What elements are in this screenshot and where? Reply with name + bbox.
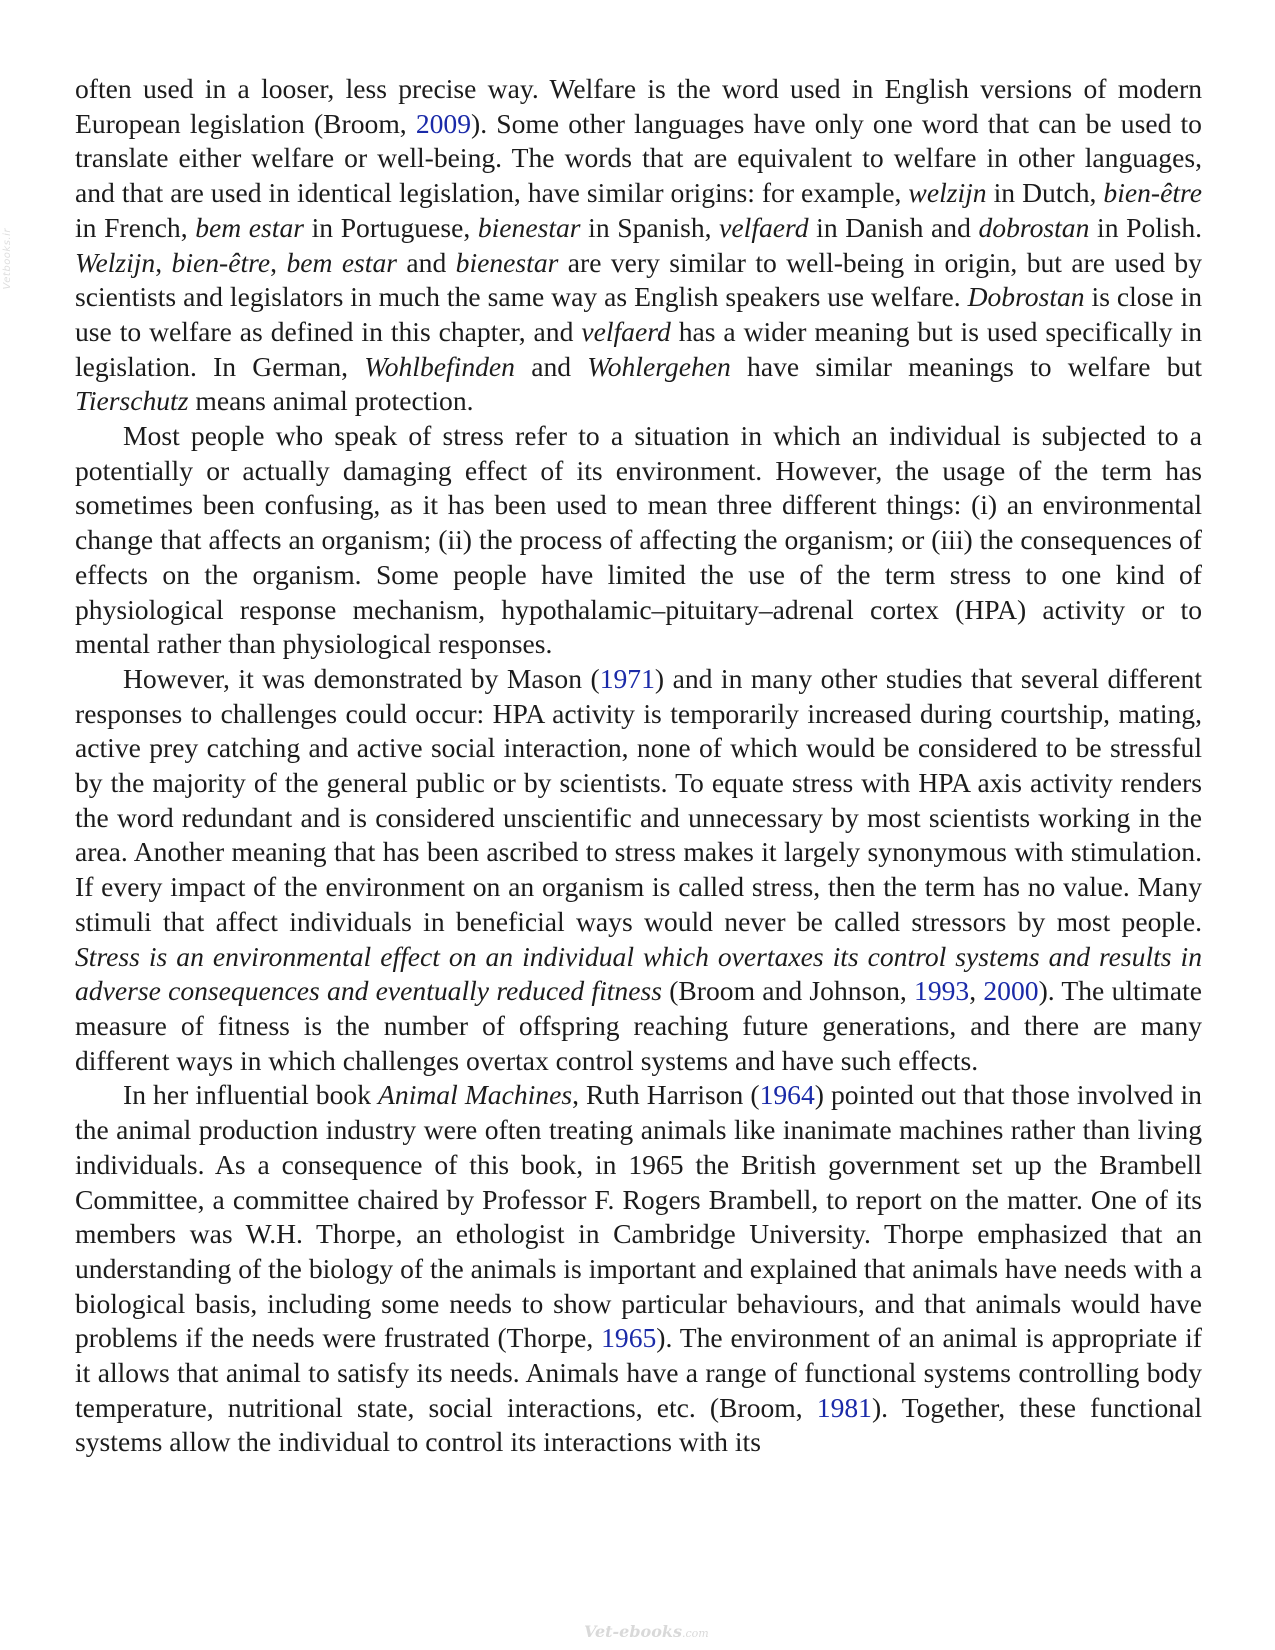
italic-term: bienestar xyxy=(455,246,559,278)
italic-term: bem estar xyxy=(286,246,398,278)
text-run: ) and in many other studies that several different responses to challenges could occur: HPA activity is temporarily increased during courtship, mating, active prey catching and active social interaction, none of which would be considered to be stressful by the majority of the general public or by scientists. To equate stress with HPA axis activity renders the word redundant and is considered unscientific and unnecessary by most scientists working in the area. Another meaning that has been ascribed to stress makes it largely synonymous with stimulation. If every impact of the environment on an organism is called stress, then the term has no value. Many stimuli that affect individuals in beneficial ways would never be called stressors by most people. xyxy=(75,662,1202,937)
text-run: , xyxy=(969,975,984,1007)
italic-term: Wohlbefinden xyxy=(364,350,515,382)
citation-link[interactable]: 1981 xyxy=(816,1391,872,1423)
text-run: are very similar to well-being in origin, but are used by scientists and legislators in much the same way as English speakers use welfare. xyxy=(75,246,1203,313)
footer-logo-domain: .com xyxy=(681,1627,709,1640)
italic-term: dobrostan xyxy=(978,211,1090,243)
text-run: in Portuguese, xyxy=(304,211,478,243)
citation-link[interactable]: 1971 xyxy=(599,662,655,694)
text-run: ). The environment of an animal is appropriate if it allows that animal to satisfy its needs. Animals have a range of functional systems controlling body temperature, nutritional state, social interactions, etc. (Broom, xyxy=(75,1322,1202,1423)
paragraph xyxy=(75,662,1202,1078)
citation-link[interactable]: 1964 xyxy=(759,1079,815,1111)
italic-term: Wohlergehen xyxy=(587,350,731,382)
text-run: in Dutch, xyxy=(986,177,1104,209)
text-run: ). Together, these functional systems allow the individual to control its interactions with its xyxy=(75,1391,1202,1458)
text-run: (Broom and Johnson, xyxy=(661,975,915,1007)
side-watermark: Vetbooks.ir xyxy=(2,228,13,290)
text-run: ) pointed out that those involved in the animal production industry were often treating animals like inanimate machines rather than living individuals. As a consequence of this book, in 1965 the British government set up the Brambell Committee, a committee chaired by Professor F. Rogers Brambell, to report on the matter. One of its members was W.H. Thorpe, an ethologist in Cambridge University. Thorpe emphasized that an understanding of the biology of the animals is important and explained that animals have needs with a biological basis, including some needs to show particular behaviours, and that animals would have problems if the needs were frustrated (Thorpe, xyxy=(75,1079,1202,1354)
text-run: , xyxy=(270,246,287,278)
paragraph xyxy=(75,72,1202,419)
italic-term: Dobrostan xyxy=(967,281,1085,313)
citation-link[interactable]: 1993 xyxy=(914,975,970,1007)
citation-link[interactable]: 1965 xyxy=(601,1322,657,1354)
italic-term: bien-être xyxy=(1103,177,1202,209)
text-run: However, it was demonstrated by Mason ( xyxy=(123,662,600,694)
italic-term: Stress is an environmental effect on an individual which overtaxes its control systems and results in adverse consequences and eventually reduced fitness xyxy=(75,940,1202,1007)
footer-logo-main: Vet-ebooks xyxy=(584,1622,682,1641)
text-run: in Danish and xyxy=(808,211,979,243)
text-run: , xyxy=(155,246,172,278)
text-run: and xyxy=(514,350,588,382)
text-run: ). Some other languages have only one word that can be used to translate either welfare or well-being. The words that are equivalent to welfare in other languages, and that are used in identical legislation, have similar origins: for example, xyxy=(75,107,1202,209)
text-run: , Ruth Harrison ( xyxy=(572,1079,760,1111)
italic-term: welzijn xyxy=(908,177,987,209)
italic-term: Welzijn xyxy=(75,246,156,278)
italic-term: bienestar xyxy=(477,211,581,243)
italic-term: bien-être xyxy=(171,246,271,278)
paragraph xyxy=(75,419,1202,662)
text-run: is close in use to welfare as defined in this chapter, and xyxy=(75,281,1202,347)
text-run: in Polish. xyxy=(1089,211,1203,243)
text-run: and xyxy=(397,246,456,278)
text-run: has a wider meaning but is used specifically in legislation. In German, xyxy=(75,315,1203,382)
text-run: means animal protection. xyxy=(188,385,474,417)
text-run: have similar meanings to welfare but xyxy=(730,350,1202,382)
italic-term: velfaerd xyxy=(581,315,671,347)
italic-term: Animal Machines xyxy=(378,1079,573,1111)
italic-term: Tierschutz xyxy=(75,385,189,417)
text-run: ). The ultimate measure of fitness is the number of offspring reaching future generations, and there are many different ways in which challenges overtax control systems and have such effects. xyxy=(75,975,1202,1076)
paragraph xyxy=(75,1078,1202,1460)
text-run: Most people who speak of stress refer to a situation in which an individual is subjected to a potentially or actually damaging effect of its environment. However, the usage of the term has sometimes been confusing, as it has been used to mean three different things: (i) an environmental change that affects an organism; (ii) the process of affecting the organism; or (iii) the consequences of effects on the organism. Some people have limited the use of the term stress to one kind of physiological response mechanism, hypothalamic–pituitary–adrenal cortex (HPA) activity or to mental rather than physiological responses. xyxy=(75,420,1202,660)
text-run: In her influential book xyxy=(123,1079,379,1111)
citation-link[interactable]: 2000 xyxy=(983,975,1039,1007)
italic-term: bem estar xyxy=(195,211,304,243)
text-run: in French, xyxy=(75,211,196,243)
text-run: in Spanish, xyxy=(580,211,720,243)
text-run: often used in a looser, less precise way. Welfare is the word used in English versions of modern European legislation (Broom, xyxy=(75,73,1202,139)
footer-logo xyxy=(584,1622,709,1641)
citation-link[interactable]: 2009 xyxy=(415,107,471,139)
page-body xyxy=(75,72,1202,1460)
italic-term: velfaerd xyxy=(719,211,809,243)
